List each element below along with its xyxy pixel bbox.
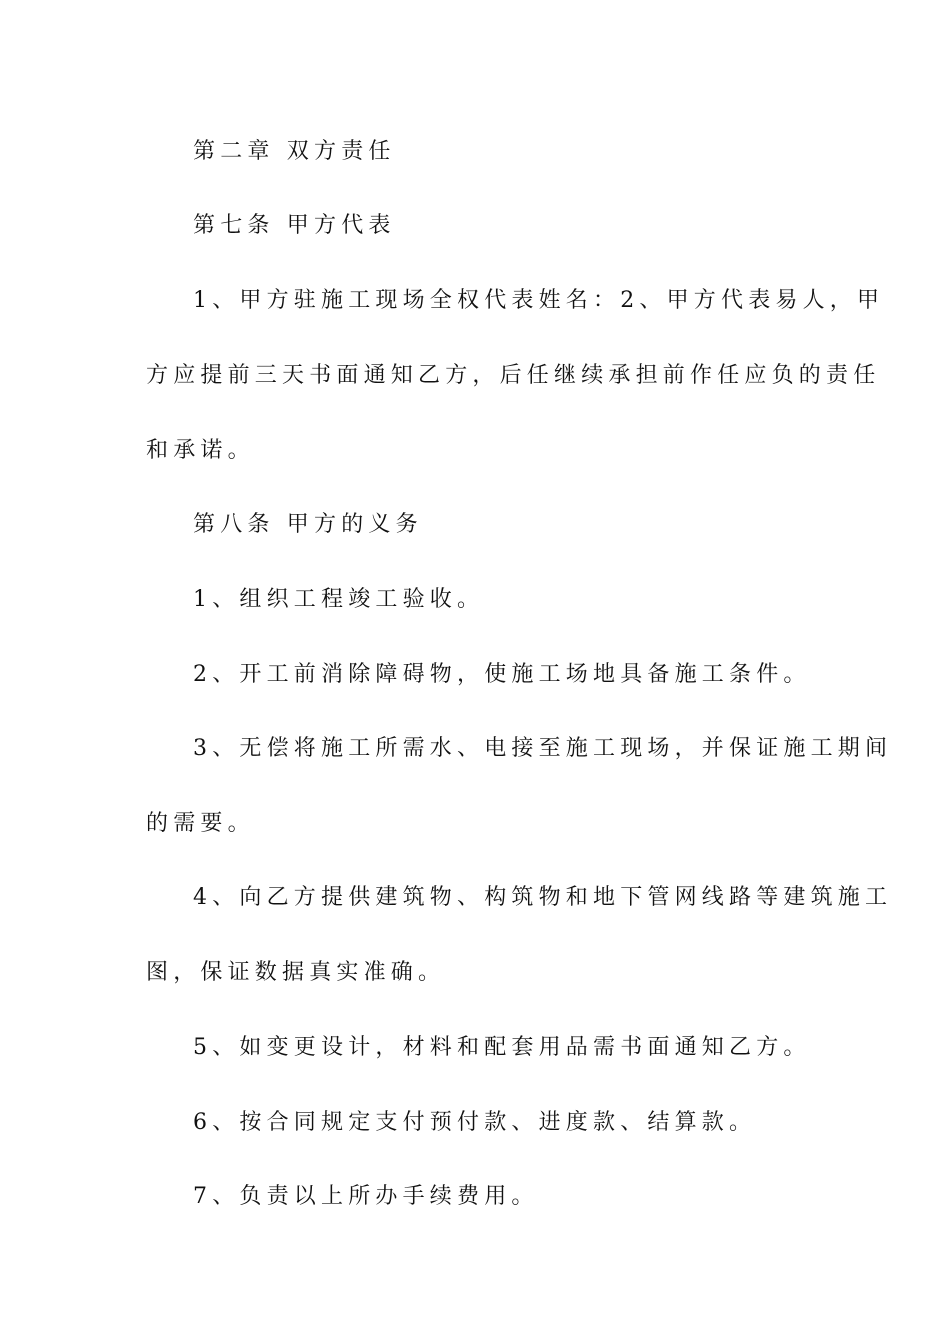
article-7-paragraph-1-line-2: 方应提前三天书面通知乙方，后任继续承担前作任应负的责任 [146,363,881,388]
chapter-heading: 第二章 双方责任 [193,139,396,164]
article-8-item-1: 1、组织工程竣工验收。 [193,587,485,612]
article-8-item-3-line-2: 的需要。 [146,811,255,836]
article-8-item-7: 7、负责以上所办手续费用。 [193,1184,539,1209]
article-8-item-4-line-2: 图，保证数据真实准确。 [146,960,446,985]
article-8-item-3-line-1: 3、无偿将施工所需水、电接至施工现场，并保证施工期间 [193,736,893,761]
article-8-item-2: 2、开工前消除障碍物，使施工场地具备施工条件。 [193,662,811,687]
article-8-item-5: 5、如变更设计，材料和配套用品需书面通知乙方。 [193,1035,811,1060]
article-8-item-6: 6、按合同规定支付预付款、进度款、结算款。 [193,1110,757,1135]
article-8-heading: 第八条 甲方的义务 [193,512,423,537]
article-7-paragraph-1-line-1: 1、甲方驻施工现场全权代表姓名：2、甲方代表易人，甲 [193,288,885,313]
article-7-paragraph-1-line-3: 和承诺。 [146,438,255,463]
article-8-item-4-line-1: 4、向乙方提供建筑物、构筑物和地下管网线路等建筑施工 [193,885,893,910]
article-7-heading: 第七条 甲方代表 [193,213,396,238]
